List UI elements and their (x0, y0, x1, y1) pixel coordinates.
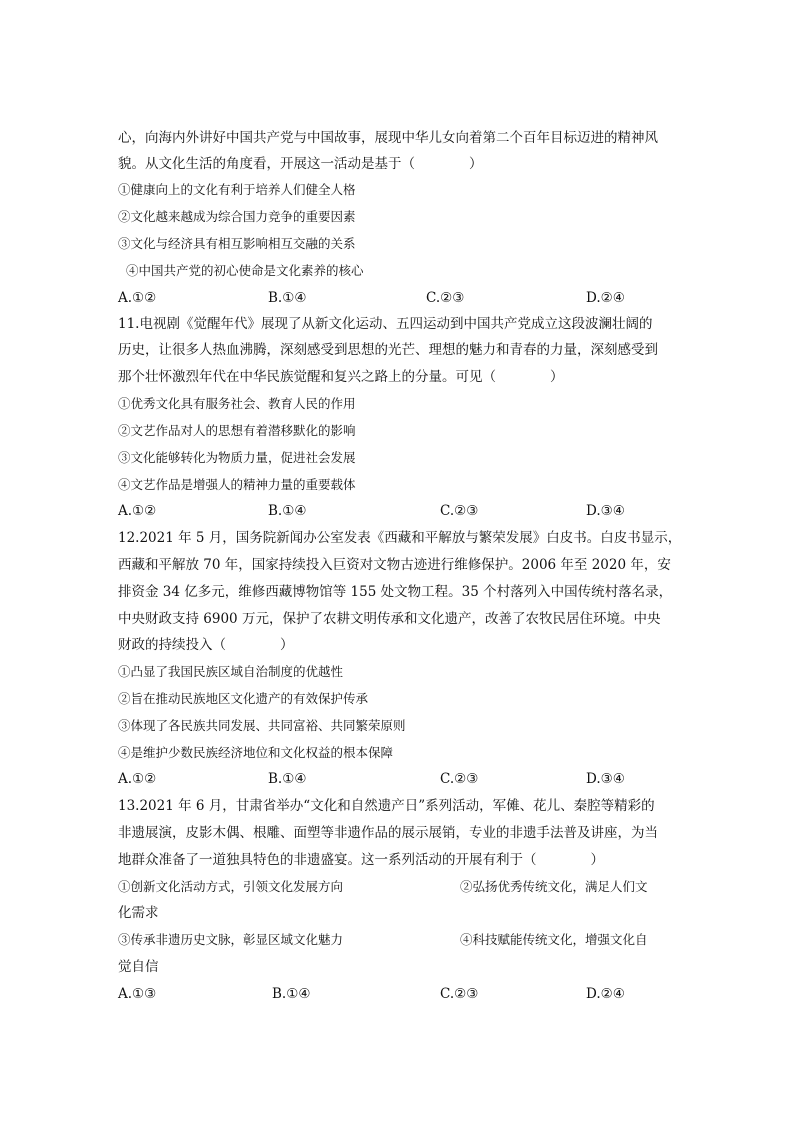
q13-statement-2-wrap: 化需求 (118, 905, 159, 921)
q13-stem-line-3: 地群众准备了一道独具特色的非遗盛宴。这一系列活动的开展有利于（ ） (118, 852, 604, 868)
q12-statement-1: ①凸显了我国民族区域自治制度的优越性 (118, 664, 344, 679)
q11-stem-line-2: 历史，让很多人热血沸腾，深刻感受到思想的光芒、理想的魅力和青春的力量，深刻感受到 (118, 342, 658, 358)
q11-statement-2: ②文艺作品对人的思想有着潜移默化的影响 (118, 423, 356, 438)
q11-option-d[interactable]: D.③④ (586, 503, 625, 519)
q13-option-c[interactable]: C.②③ (440, 986, 479, 1002)
q10-statement-2: ②文化越来越成为综合国力竞争的重要因素 (118, 209, 356, 224)
q12-statement-4: ④是维护少数民族经济地位和文化权益的根本保障 (118, 745, 394, 760)
q11-option-c[interactable]: C.②③ (440, 503, 479, 519)
q12-stem-line-3: 排资金 34 亿多元，维修西藏博物馆等 155 处文物工程。35 个村落列入中国传统村落名录， (118, 584, 673, 600)
q12-stem-line-4: 中央财政支持 6900 万元，保护了农耕文明传承和文化遗产，改善了农牧民居住环境。中央 (118, 611, 661, 627)
q13-statement-1: ①创新文化活动方式，引领文化发展方向 (118, 879, 344, 894)
q10-stem-line-1: 心，向海内外讲好中国共产党与中国故事，展现中华儿女向着第二个百年目标迈进的精神风 (118, 130, 658, 146)
q10-option-c[interactable]: C.②③ (426, 290, 465, 306)
q13-statement-3: ③传承非遗历史文脉，彰显区域文化魅力 (118, 932, 344, 947)
q12-stem-line-5: 财政的持续投入（ ） (118, 637, 294, 653)
q11-statement-4: ④文艺作品是增强人的精神力量的重要载体 (118, 477, 356, 492)
q10-statement-3: ③文化与经济具有相互影响相互交融的关系 (118, 236, 356, 251)
q11-option-a[interactable]: A.①② (118, 503, 157, 519)
q11-statement-1: ①优秀文化具有服务社会、教育人民的作用 (118, 396, 356, 411)
q12-statement-3: ③体现了各民族共同发展、共同富裕、共同繁荣原则 (118, 718, 406, 733)
q10-statement-1: ①健康向上的文化有利于培养人们健全人格 (118, 182, 356, 197)
q13-statement-4-wrap: 觉自信 (118, 959, 159, 975)
q13-statement-2: ②弘扬优秀传统文化，满足人们文 (460, 879, 648, 894)
q10-statement-4: ④中国共产党的初心使命是文化素养的核心 (126, 263, 364, 278)
q10-stem-line-2: 貌。从文化生活的角度看，开展这一活动是基于（ ） (118, 156, 483, 172)
q12-stem-line-1: 12.2021 年 5 月，国务院新闻办公室发表《西藏和平解放与繁荣发展》白皮书。白皮书显示， (118, 530, 682, 546)
q11-stem-line-3: 那个壮怀激烈年代在中华民族觉醒和复兴之路上的分量。可见（ ） (118, 369, 564, 385)
q10-option-b[interactable]: B.①④ (268, 290, 307, 306)
q13-option-b[interactable]: B.①④ (272, 986, 311, 1002)
q12-option-c[interactable]: C.②③ (440, 771, 479, 787)
q13-stem-line-1: 13.2021 年 6 月，甘肃省举办“文化和自然遗产日”系列活动，军傩、花儿、秦腔等精彩的 (118, 798, 655, 814)
q13-option-d[interactable]: D.②④ (586, 986, 625, 1002)
q13-stem-line-2: 非遗展演，皮影木偶、根雕、面塑等非遗作品的展示展销，专业的非遗手法普及讲座，为当 (118, 825, 658, 841)
q11-stem-line-1: 11.电视剧《觉醒年代》展现了从新文化运动、五四运动到中国共产党成立这段波澜壮阔的 (118, 316, 653, 332)
q13-option-a[interactable]: A.①③ (118, 986, 157, 1002)
q11-option-b[interactable]: B.①④ (268, 503, 307, 519)
q12-option-a[interactable]: A.①② (118, 771, 157, 787)
q12-stem-line-2: 西藏和平解放 70 年，国家持续投入巨资对文物古迹进行维修保护。2006 年至 2020 年，安 (118, 557, 671, 573)
q11-statement-3: ③文化能够转化为物质力量，促进社会发展 (118, 450, 356, 465)
q10-option-a[interactable]: A.①② (118, 290, 157, 306)
q12-statement-2: ②旨在推动民族地区文化遗产的有效保护传承 (118, 691, 369, 706)
q12-option-d[interactable]: D.③④ (586, 771, 625, 787)
q13-statement-4: ④科技赋能传统文化，增强文化自 (460, 932, 648, 947)
q10-option-d[interactable]: D.②④ (586, 290, 625, 306)
q12-option-b[interactable]: B.①④ (268, 771, 307, 787)
